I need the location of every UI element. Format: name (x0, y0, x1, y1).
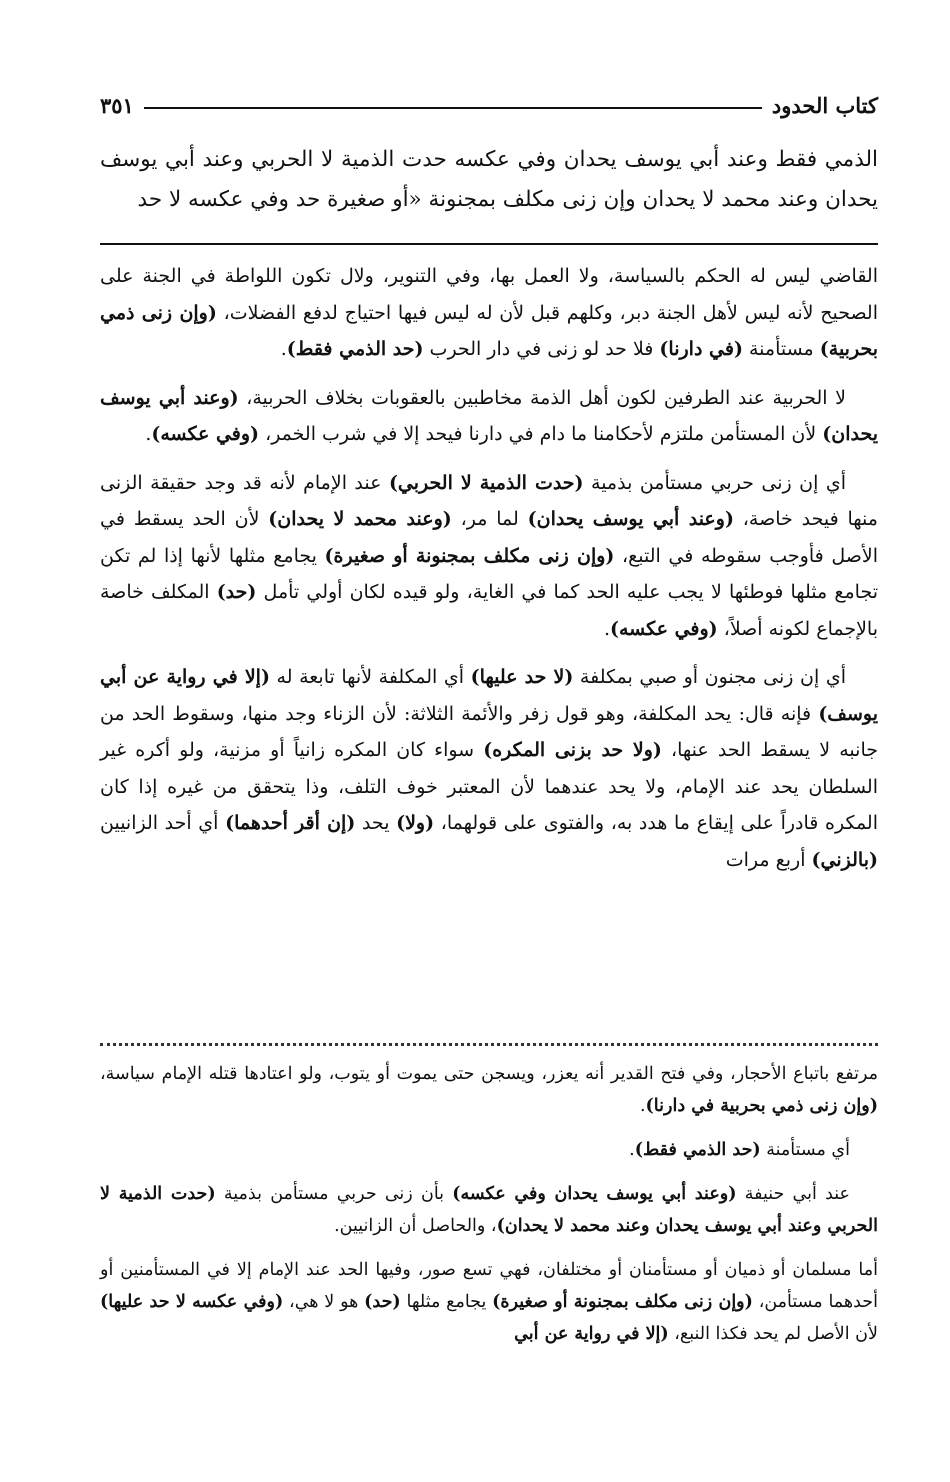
quoted-matn: (وعند محمد لا يحدان) (268, 508, 452, 530)
text-run: . (639, 1096, 646, 1116)
book-title: كتاب الحدود (771, 93, 878, 118)
text-run: لأن الحد يسقط في الأصل فأوجب سقوطه في التبع، (100, 508, 878, 567)
text-run: لما مر، (451, 508, 528, 530)
text-run: عند أبي حنيفة (736, 1184, 850, 1204)
page-header (100, 82, 878, 118)
quoted-matn: (حد الذمي فقط) (286, 338, 424, 360)
note-paragraph-2 (100, 1134, 878, 1166)
note-paragraph-3 (100, 1178, 878, 1242)
quoted-matn: (حد الذمي فقط) (634, 1140, 761, 1160)
text-run: يجامع مثلها لأنها إذا لم تكن تجامع مثلها فوطئها لا يجب عليه الحد كما في الغاية، ولو قيده لكان أولي تأمل (100, 544, 879, 603)
text-run: سواء كان المكره زانياً أو مزنية، ولو أكره غير السلطان يحد عند الإمام، ولا يحد عندهما لأن المعتبر خوف التلف، وذا يتحقق من غيره إذا كان المكره قادراً على إيقاع ما هدد به، والفتوى على قولهما، (100, 739, 878, 834)
note-paragraph-4 (100, 1254, 878, 1350)
quoted-matn: (وفي عكسه) (151, 423, 260, 445)
header-rule (144, 107, 762, 109)
text-run: هو لا هي، (283, 1292, 365, 1312)
quoted-matn: (حد) (216, 581, 257, 603)
text-run: أي إن زنى حربي مستأمن بذمية (583, 471, 846, 494)
text-run: لأن الأصل لم يحد فكذا النبع، (668, 1324, 878, 1344)
quoted-matn: (وإن زنى مكلف بمجنونة أو صغيرة) (492, 1292, 753, 1312)
page-number: ٣٥١ (100, 93, 134, 118)
text-run: . (145, 423, 152, 445)
text-run: . (603, 617, 610, 640)
quoted-matn: (وإن زنى ذمي بحربية في دارنا) (645, 1096, 878, 1116)
quoted-matn: (ولا حد بزنى المكره) (483, 739, 662, 761)
quoted-matn: (ولا) (396, 812, 435, 834)
quoted-matn: (إلا في رواية عن أبي يوسف) (100, 666, 878, 725)
quoted-matn: (وعند أبي يوسف يحدان وفي عكسه) (452, 1184, 737, 1204)
quoted-matn: (وعند أبي يوسف يحدان) (100, 386, 878, 445)
quoted-matn: (بالزني) (811, 848, 878, 871)
text-run: لا الحربية عند الطرفين لكون أهل الذمة مخاطبين بالعقوبات بخلاف الحربية، (238, 386, 846, 409)
text-run: أي المكلفة لأنها تابعة له (269, 666, 471, 688)
commentary-paragraph-4 (100, 659, 878, 878)
matn-text (100, 140, 878, 220)
text-run: مرتفع باتباع الأحجار، وفي فتح القدير أنه يعزر، ويسجن حتى يموت أو يتوب، ولو اعتادها قتله الإمام سياسة، (100, 1064, 878, 1084)
text-run: مستأمنة (742, 338, 820, 360)
commentary (100, 258, 878, 890)
quoted-matn: (وعند أبي يوسف يحدان) (527, 508, 734, 530)
text-run: يحد (355, 812, 397, 834)
commentary-paragraph-3 (100, 465, 878, 648)
text-run: بأن زنى حربي مستأمن بذمية (215, 1184, 453, 1204)
quoted-matn: (في دارنا) (659, 338, 743, 360)
matn-separator (100, 243, 878, 245)
text-run: ، والحاصل أن الزانيين. (334, 1216, 497, 1236)
quoted-matn: (وفي عكسه لا حد عليها) (100, 1292, 284, 1312)
quoted-matn: (إن أقر أحدهما) (225, 812, 356, 834)
quoted-matn: (إلا في رواية عن أبي (514, 1324, 669, 1344)
commentary-paragraph-2 (100, 380, 878, 453)
text-run: عند الإمام لأنه قد وجد حقيقة الزنى منها فيحد خاصة، (100, 471, 878, 530)
text-run: المكلف خاصة بالإجماع لكونه أصلاً، (100, 581, 878, 640)
text-run: أي إن زنى مجنون أو صبي بمكلفة (573, 666, 847, 688)
text-run: أي مستأمنة (760, 1140, 850, 1160)
text-run: القاضي ليس له الحكم بالسياسة، ولا العمل بها، وفي التنوير، ولال تكون اللواطة في الجنة على الصحيح لأنه ليس لأهل الجنة دبر، وكلهم قبل لأن له ليس فيها احتياج لدفع الفضلات، (100, 265, 879, 324)
text-run: . (280, 338, 287, 360)
marginal-notes (100, 1058, 878, 1362)
quoted-matn: (وإن زنى ذمي بحربية) (100, 301, 878, 360)
text-run: . (629, 1140, 635, 1160)
quoted-matn: (لا حد عليها) (470, 666, 574, 688)
quoted-matn: (وفي عكسه) (610, 617, 718, 640)
text-run: يجامع مثلها (400, 1292, 493, 1312)
text-run: أربع مرات (725, 848, 812, 871)
quoted-matn: (حدت الذمية لا الحربي) (388, 471, 584, 494)
footnote-separator (100, 1043, 878, 1046)
matn-line: الذمي فقط وعند أبي يوسف يحدان وفي عكسه حدت الذمية لا الحربي وعند أبي يوسف يحدان وعند محمد لا يحدان وإن زنى مكلف بمجنونة «أو صغيرة حد وفي عكسه لا حد (100, 147, 878, 212)
quoted-matn: (وإن زنى مكلف بمجنونة أو صغيرة) (324, 544, 615, 567)
text-run: أما مسلمان أو ذميان أو مستأمنان أو مختلفان، فهي تسع صور، وفيها الحد عند الإمام إلا في المستأمنين أو أحدهما مستأمن، (100, 1260, 878, 1312)
text-run: فإنه قال: يحد المكلفة، وهو قول زفر والأئمة الثلاثة: لأن الزناء وجد منها، وسقوط الحد من جانبه لا يسقط الحد عنها، (100, 702, 878, 761)
text-run: فلا حد لو زنى في دار الحرب (423, 338, 660, 360)
commentary-paragraph-1 (100, 258, 878, 368)
quoted-matn: (حدت الذمية لا الحربي وعند أبي يوسف يحدان وعند محمد لا يحدان) (100, 1184, 878, 1236)
quoted-matn: (حد) (364, 1292, 401, 1312)
text-run: لأن المستأمن ملتزم لأحكامنا ما دام في دارنا فيحد إلا في شرب الخمر، (259, 423, 823, 445)
text-run: أي أحد الزانيين (100, 812, 226, 834)
note-paragraph-1 (100, 1058, 878, 1122)
